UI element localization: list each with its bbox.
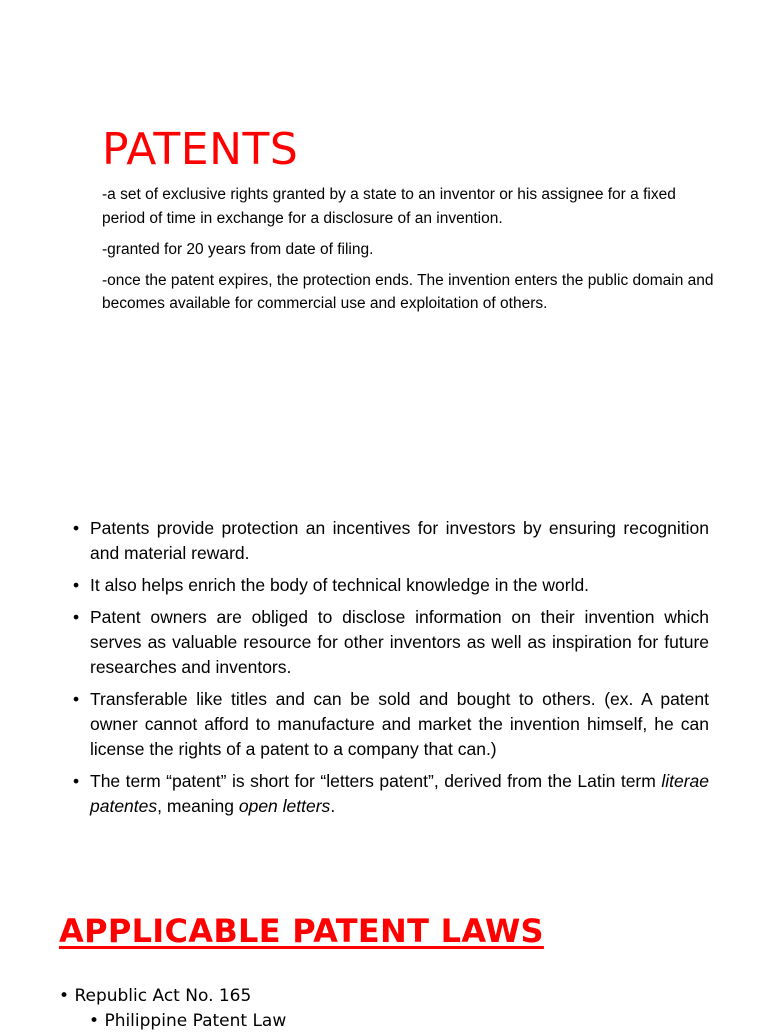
meaning-text: , meaning <box>157 796 239 816</box>
list-item-text: Patents provide protection an incentives for investors by ensuring recognition and material reward. <box>90 518 709 563</box>
list-item <box>73 516 709 566</box>
definition-paragraph: -once the patent expires, the protection ends. The invention enters the public domain and becomes available for commercial use and exploitation of others. <box>102 271 714 312</box>
bullet-icon: • <box>73 607 80 627</box>
list-item <box>73 573 709 598</box>
bullet-icon: • <box>73 771 80 791</box>
period-text: . <box>330 796 336 816</box>
definition-paragraph: -a set of exclusive rights granted by a state to an inventor or his assignee for a fixed period of time in exchange for a disclosure of an invention. <box>102 186 676 227</box>
list-item-text: Patent owners are obliged to disclose information on their invention which serves as valuable resource for other inventors as well as inspiration for future researches and inventors. <box>90 607 709 677</box>
list-item <box>73 687 709 762</box>
law-item-label: Republic Act No. 165 <box>74 986 252 1006</box>
bullet-icon: • <box>89 1011 100 1031</box>
bullet-icon: • <box>59 986 70 1006</box>
bullet-icon: • <box>73 575 80 595</box>
patent-benefits-list <box>73 516 709 826</box>
applicable-laws-title: APPLICABLE PATENT LAWS <box>59 912 544 950</box>
list-item <box>73 769 709 819</box>
law-subitem-label: Philippine Patent Law <box>104 1011 287 1031</box>
latin-term: literae patentes <box>90 771 709 816</box>
patent-laws-list <box>59 984 286 1034</box>
term-text: The term “patent” is short for “letters patent”, derived from the Latin term <box>90 771 662 791</box>
list-item-text: Transferable like titles and can be sold and bought to others. (ex. A patent owner cannot afford to manufacture and market the invention himself, he can license the rights of a patent to a company that can.) <box>90 689 709 759</box>
bullet-icon: • <box>73 518 80 538</box>
bullet-icon: • <box>73 689 80 709</box>
patents-title: PATENTS <box>102 124 299 175</box>
law-subitem <box>59 1009 286 1034</box>
translated-term: open letters <box>238 796 331 816</box>
list-item <box>73 605 709 680</box>
list-item-text: It also helps enrich the body of technical knowledge in the world. <box>90 575 590 595</box>
patent-definitions <box>102 183 722 323</box>
law-item <box>59 984 286 1009</box>
list-item-text <box>90 771 709 816</box>
definition-paragraph: -granted for 20 years from date of filing. <box>102 240 374 258</box>
